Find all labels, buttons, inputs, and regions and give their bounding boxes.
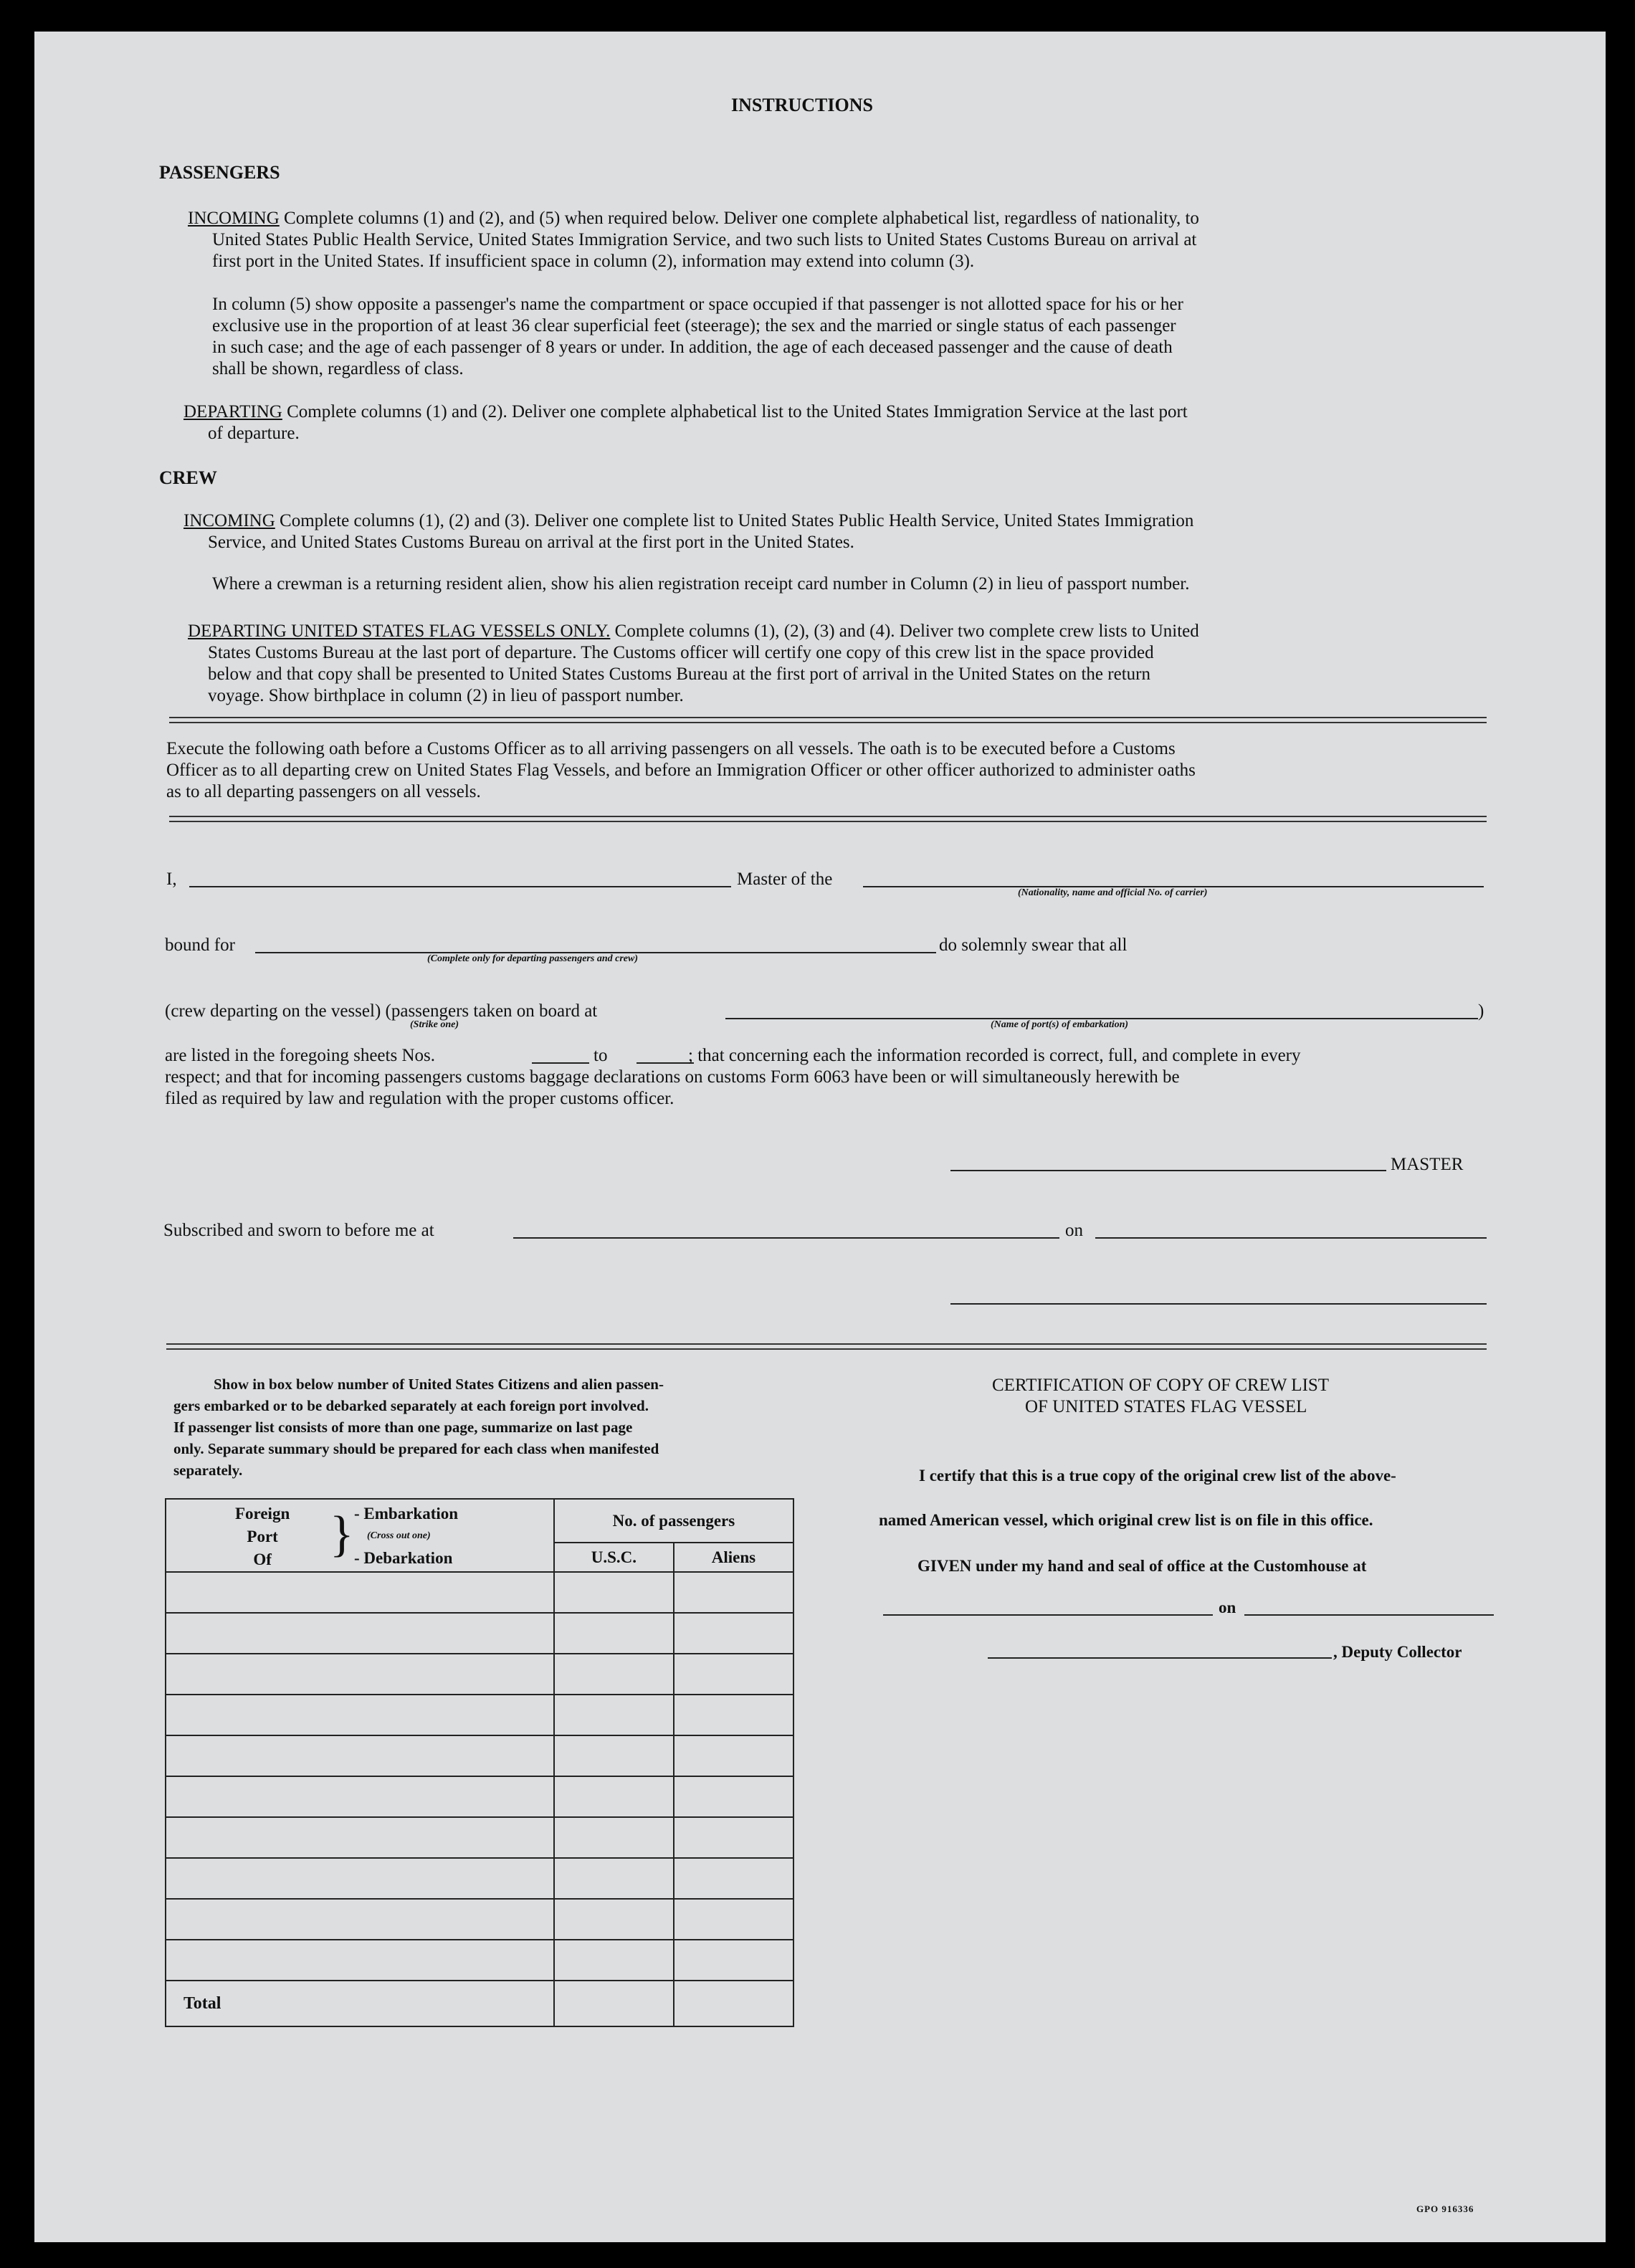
certification-text-1: I certify that this is a true copy of the original crew list of the above-: [919, 1467, 1396, 1485]
certification-title-1: CERTIFICATION OF COPY OF CREW LIST: [992, 1376, 1330, 1395]
passengers-departing-line-1: [183, 401, 1188, 423]
brace-icon: }: [330, 1507, 354, 1562]
listed-text-3: filed as required by law and regulation with the proper customs officer.: [165, 1089, 675, 1108]
port-cell[interactable]: [166, 1817, 554, 1858]
usc-cell[interactable]: [554, 1572, 674, 1613]
usc-cell[interactable]: [554, 1735, 674, 1776]
ports-caption: (Name of port(s) of embarkation): [991, 1019, 1129, 1030]
passengers-incoming-text-1: Complete columns (1) and (2), and (5) when required below. Deliver one complete alphabetical list, regardless of nationality, to: [284, 209, 1199, 228]
certification-on-label: on: [1219, 1598, 1236, 1616]
table-row: [166, 1858, 793, 1899]
table-row: [166, 1776, 793, 1817]
summary-intro-4: only. Separate summary should be prepared for each class when manifested: [173, 1440, 659, 1457]
summary-intro: [173, 1373, 664, 1481]
certification-text-3: GIVEN under my hand and seal of office at the Customhouse at: [917, 1557, 1367, 1575]
divider: [169, 717, 1487, 723]
gpo-footer: GPO 916336: [1416, 2203, 1474, 2214]
header-no-passengers: No. of passengers: [554, 1499, 793, 1543]
port-cell[interactable]: [166, 1776, 554, 1817]
usc-cell[interactable]: [554, 1858, 674, 1899]
usc-cell[interactable]: [554, 1817, 674, 1858]
col5-text-2: exclusive use in the proportion of at least 36 clear superficial feet (steerage); the sex and the married or single status of each passenger: [212, 316, 1176, 335]
total-usc-cell[interactable]: [554, 1981, 674, 2026]
divider: [169, 816, 1487, 822]
aliens-cell[interactable]: [674, 1899, 793, 1940]
table-row: [166, 1817, 793, 1858]
crew-departing-line-1: [188, 621, 1199, 642]
foreign-port-stack: [235, 1502, 290, 1571]
passengers-departing-label: DEPARTING: [183, 402, 282, 421]
port-cell[interactable]: [166, 1940, 554, 1981]
total-label: Total: [166, 1981, 554, 2026]
crew-departing-text-3: below and that copy shall be presented to United States Customs Bureau at the first port of arrival in the United States on the return: [208, 664, 1150, 684]
listed-text-b: ; that concerning each the information recorded is correct, full, and complete in every: [688, 1046, 1301, 1065]
passengers-heading: PASSENGERS: [159, 162, 280, 183]
usc-cell[interactable]: [554, 1899, 674, 1940]
passengers-incoming-line-1: [188, 208, 1199, 229]
usc-cell[interactable]: [554, 1776, 674, 1817]
swear-label: do solemnly swear that all: [939, 935, 1128, 955]
crew-passengers-label: (crew departing on the vessel) (passengers taken on board at: [165, 1001, 598, 1021]
certification-date-field[interactable]: [1244, 1614, 1494, 1616]
aliens-cell[interactable]: [674, 1858, 793, 1899]
header-foreign: Foreign: [235, 1505, 290, 1523]
page-title: INSTRUCTIONS: [731, 95, 873, 115]
summary-intro-5: separately.: [173, 1462, 243, 1479]
sheet-to-field[interactable]: [637, 1062, 694, 1064]
col5-text-1: In column (5) show opposite a passenger's name the compartment or space occupied if that passenger is not allotted space for his or her: [212, 295, 1183, 314]
summary-intro-2: gers embarked or to be debarked separately at each foreign port involved.: [173, 1397, 649, 1414]
header-aliens: Aliens: [674, 1543, 793, 1572]
bound-for-caption: (Complete only for departing passengers and crew): [427, 953, 638, 964]
deputy-signature-field[interactable]: [988, 1657, 1332, 1659]
foreign-port-header: [166, 1499, 554, 1572]
table-row: [166, 1613, 793, 1654]
crew-incoming-text-2: Service, and United States Customs Bureau on arrival at the first port in the United States.: [208, 533, 854, 552]
master-label: MASTER: [1391, 1155, 1464, 1174]
summary-intro-1: Show in box below number of United States Citizens and alien passen-: [214, 1376, 664, 1393]
customhouse-field[interactable]: [883, 1614, 1213, 1616]
divider: [166, 1343, 1487, 1350]
aliens-cell[interactable]: [674, 1817, 793, 1858]
port-cell[interactable]: [166, 1858, 554, 1899]
summary-intro-3: If passenger list consists of more than one page, summarize on last page: [173, 1419, 633, 1436]
carrier-caption: (Nationality, name and official No. of carrier): [1018, 887, 1208, 898]
table-row: [166, 1654, 793, 1695]
header-of: Of: [253, 1550, 272, 1568]
oath-i-label: I,: [166, 869, 177, 889]
port-cell[interactable]: [166, 1899, 554, 1940]
aliens-cell[interactable]: [674, 1735, 793, 1776]
passengers-incoming-text-2: United States Public Health Service, United States Immigration Service, and two such lists to United States Customs Bureau on arrival at: [212, 230, 1197, 249]
col5-text-4: shall be shown, regardless of class.: [212, 359, 464, 378]
master-signature-field[interactable]: [950, 1170, 1386, 1171]
usc-cell[interactable]: [554, 1654, 674, 1695]
passengers-incoming-label: INCOMING: [188, 209, 280, 228]
usc-cell[interactable]: [554, 1613, 674, 1654]
sheet-from-field[interactable]: [532, 1062, 589, 1064]
crew-resident-text: Where a crewman is a returning resident alien, show his alien registration receipt card number in Column (2) in lieu of passport number.: [212, 574, 1190, 594]
crew-incoming-text-1: Complete columns (1), (2) and (3). Deliver one complete list to United States Public Health Service, United States Immigration: [280, 511, 1194, 530]
table-row: [166, 1899, 793, 1940]
master-of-label: Master of the: [737, 869, 833, 889]
oath-intro-2: Officer as to all departing crew on United States Flag Vessels, and before an Immigration Officer or other officer authorized to administer oaths: [166, 761, 1196, 780]
listed-text-2: respect; and that for incoming passengers customs baggage declarations on customs Form 6063 have been or will simultaneously herewith be: [165, 1067, 1180, 1087]
bound-for-label: bound for: [165, 935, 235, 955]
oath-intro-3: as to all departing passengers on all vessels.: [166, 782, 481, 801]
port-cell[interactable]: [166, 1695, 554, 1735]
table-row: [166, 1572, 793, 1613]
oath-intro-1: Execute the following oath before a Customs Officer as to all arriving passengers on all vessels. The oath is to be executed before a Customs: [166, 739, 1176, 758]
passengers-departing-text-1: Complete columns (1) and (2). Deliver one complete alphabetical list to the United States Immigration Service at the last port: [287, 402, 1188, 421]
usc-cell[interactable]: [554, 1940, 674, 1981]
crew-incoming-label: INCOMING: [183, 511, 275, 530]
crew-departing-label: DEPARTING UNITED STATES FLAG VESSELS ONLY.: [188, 621, 611, 641]
aliens-cell[interactable]: [674, 1695, 793, 1735]
passenger-summary-table: [165, 1498, 794, 2027]
port-cell[interactable]: [166, 1735, 554, 1776]
port-cell[interactable]: [166, 1654, 554, 1695]
aliens-cell[interactable]: [674, 1940, 793, 1981]
certification-title-2: OF UNITED STATES FLAG VESSEL: [1025, 1397, 1307, 1416]
table-row: [166, 1695, 793, 1735]
sworn-date-field[interactable]: [1095, 1237, 1487, 1239]
crew-departing-text-4: voyage. Show birthplace in column (2) in lieu of passport number.: [208, 686, 684, 705]
passengers-incoming-text-3: first port in the United States. If insufficient space in column (2), information may extend into column (3).: [212, 252, 975, 271]
listed-text-a: are listed in the foregoing sheets Nos.: [165, 1046, 435, 1065]
total-aliens-cell[interactable]: [674, 1981, 793, 2026]
aliens-cell[interactable]: [674, 1613, 793, 1654]
header-usc: U.S.C.: [554, 1543, 674, 1572]
subscribed-on-label: on: [1065, 1221, 1083, 1240]
header-embark: - Embarkation: [354, 1505, 459, 1523]
crew-departing-text-2: States Customs Bureau at the last port of departure. The Customs officer will certify one copy of this crew list in the space provided: [208, 643, 1154, 662]
aliens-cell[interactable]: [674, 1654, 793, 1695]
crew-incoming-line-1: [183, 510, 1193, 532]
aliens-cell[interactable]: [674, 1572, 793, 1613]
deputy-label: , Deputy Collector: [1333, 1643, 1462, 1661]
crew-heading: CREW: [159, 467, 217, 488]
certification-text-2: named American vessel, which original crew list is on file in this office.: [879, 1511, 1373, 1529]
master-name-field[interactable]: [189, 886, 731, 887]
table-row: [166, 1940, 793, 1981]
sworn-place-field[interactable]: [513, 1237, 1059, 1239]
usc-cell[interactable]: [554, 1695, 674, 1735]
table-row: [166, 1735, 793, 1776]
header-cross: (Cross out one): [367, 1530, 431, 1541]
officer-signature-field[interactable]: [950, 1303, 1487, 1305]
header-debark: - Debarkation: [354, 1549, 453, 1567]
passengers-departing-text-2: of departure.: [208, 424, 300, 443]
aliens-cell[interactable]: [674, 1776, 793, 1817]
port-cell[interactable]: [166, 1572, 554, 1613]
port-cell[interactable]: [166, 1613, 554, 1654]
close-paren: ): [1478, 1001, 1484, 1021]
subscribed-label: Subscribed and sworn to before me at: [163, 1221, 434, 1240]
crew-departing-text-1: Complete columns (1), (2), (3) and (4). Deliver two complete crew lists to United: [614, 621, 1199, 641]
col5-text-3: in such case; and the age of each passenger of 8 years or under. In addition, the age of each deceased passenger and the cause of death: [212, 338, 1173, 357]
header-port: Port: [247, 1528, 278, 1545]
listed-to: to: [594, 1046, 608, 1065]
strike-caption: (Strike one): [410, 1019, 459, 1030]
embark-stack: [354, 1502, 458, 1570]
total-row: [166, 1981, 793, 2026]
